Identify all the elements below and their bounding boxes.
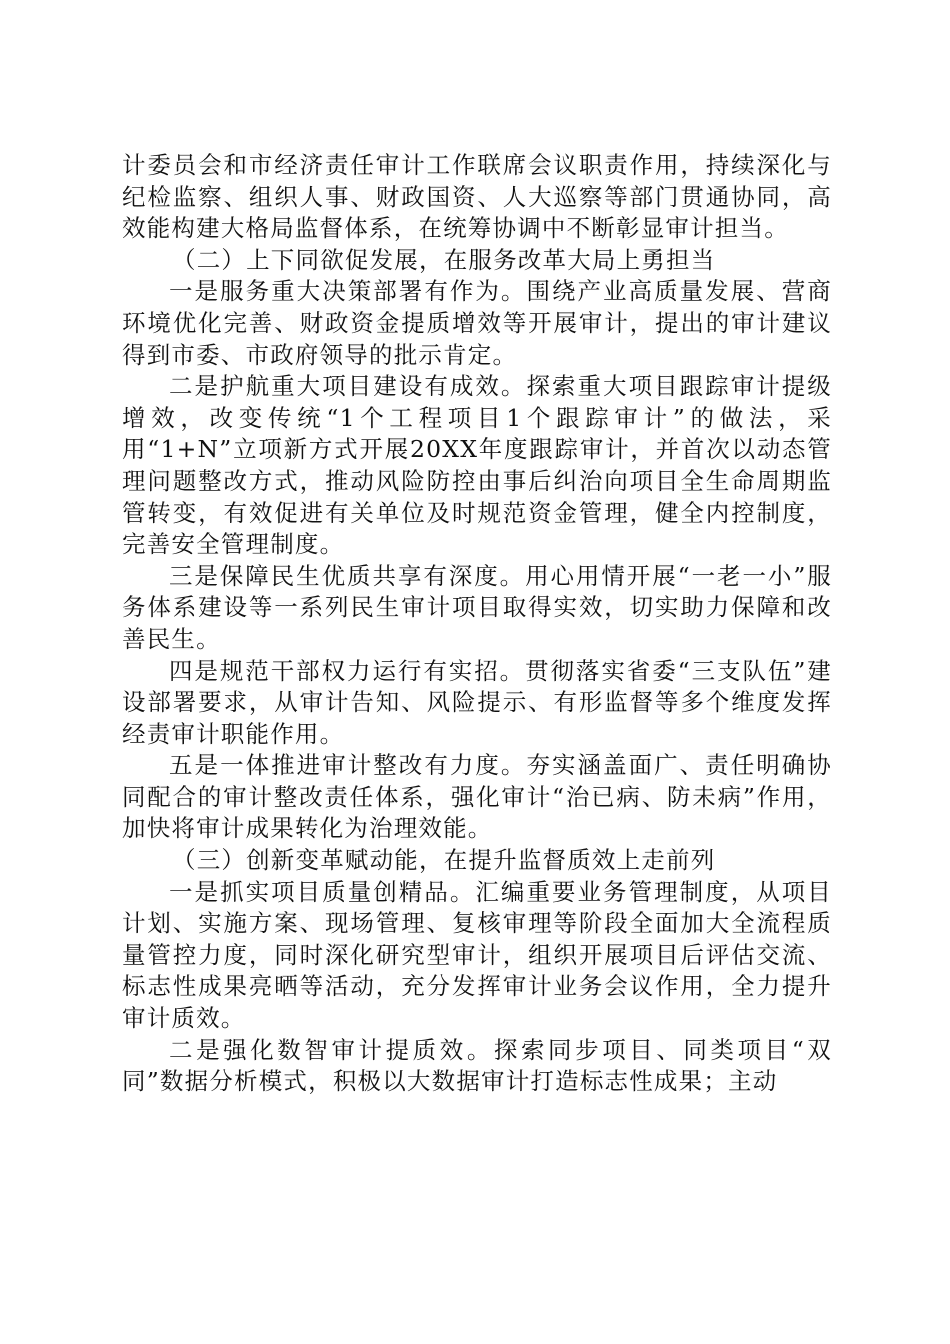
paragraph-continued: 计委员会和市经济责任审计工作联席会议职责作用，持续深化与纪检监察、组织人事、财政国资、人大巡察等部门贯通协同，高效能构建大格局监督体系，在统筹协调中不断彰显审计担当。 [122, 151, 832, 243]
paragraph: 二是护航重大项目建设有成效。探索重大项目跟踪审计提级增效，改变传统“1个工程项目1个跟踪审计”的做法，采用“1+N”立项新方式开展20XX年度跟踪审计，并首次以动态管理问题整改方式，推动风险防控由事后纠治向项目全生命周期监管转变，有效促进有关单位及时规范资金管理，健全内控制度，完善安全管理制度。 [122, 372, 832, 559]
section-heading-3: （三）创新变革赋动能，在提升监督质效上走前列 [172, 846, 716, 875]
paragraph: 四是规范干部权力运行有实招。贯彻落实省委“三支队伍”建设部署要求，从审计告知、风险提示、有形监督等多个维度发挥经责审计职能作用。 [122, 656, 832, 748]
paragraph: 五是一体推进审计整改有力度。夯实涵盖面广、责任明确协同配合的审计整改责任体系，强化审计“治已病、防未病”作用，加快将审计成果转化为治理效能。 [122, 751, 832, 843]
paragraph: 一是服务重大决策部署有作为。围绕产业高质量发展、营商环境优化完善、财政资金提质增效等开展审计，提出的审计建议得到市委、市政府领导的批示肯定。 [122, 277, 832, 369]
document-page [122, 150, 832, 1098]
paragraph: 二是强化数智审计提质效。探索同步项目、同类项目“双同”数据分析模式，积极以大数据审计打造标志性成果；主动 [122, 1035, 832, 1096]
section-heading-2: （二）上下同欲促发展，在服务改革大局上勇担当 [172, 245, 716, 274]
paragraph: 三是保障民生优质共享有深度。用心用情开展“一老一小”服务体系建设等一系列民生审计项目取得实效，切实助力保障和改善民生。 [122, 561, 832, 653]
paragraph: 一是抓实项目质量创精品。汇编重要业务管理制度，从项目计划、实施方案、现场管理、复核审理等阶段全面加大全流程质量管控力度，同时深化研究型审计，组织开展项目后评估交流、标志性成果亮晒等活动，充分发挥审计业务会议作用，全力提升审计质效。 [122, 877, 832, 1033]
